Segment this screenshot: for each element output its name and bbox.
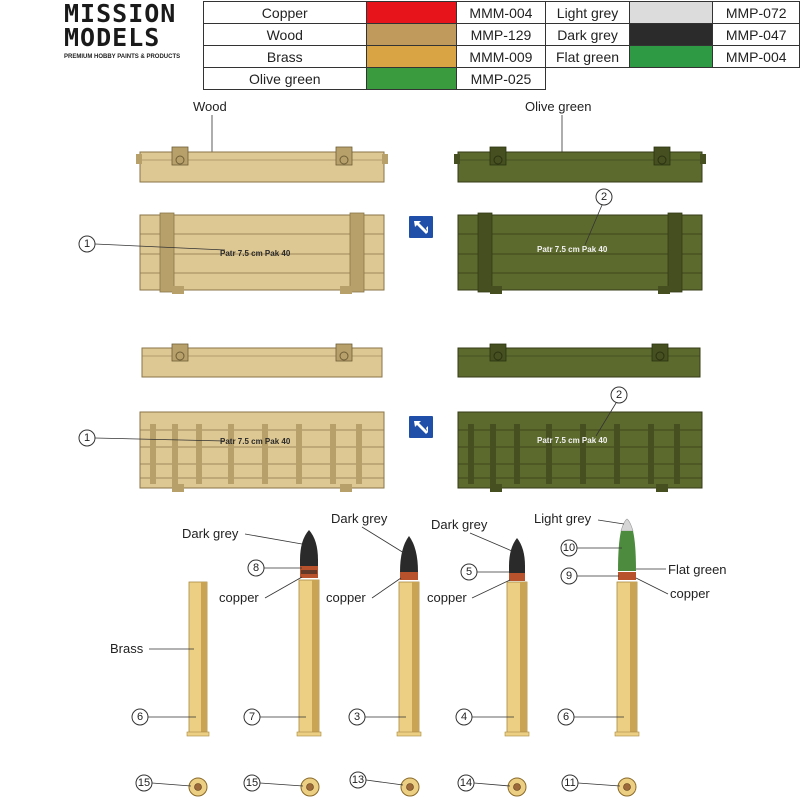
callout-number: 11 (564, 777, 576, 789)
wood-crate-front (140, 213, 384, 294)
legend-code: MMP-129 (457, 24, 546, 46)
legend-name: Brass (204, 46, 367, 68)
light-grey-label: Light grey (534, 511, 592, 526)
round-1 (297, 530, 321, 736)
wood-crate-back (140, 412, 384, 492)
flat-green-label: Flat green (668, 562, 727, 577)
legend-name: Flat green (545, 46, 630, 68)
legend-name: Wood (204, 24, 367, 46)
copper-label: copper (326, 590, 366, 605)
round-3 (505, 538, 529, 736)
legend-code: MMP-072 (713, 2, 800, 24)
stencil-text: Patr 7.5 cm Pak 40 (220, 437, 291, 446)
legend-name: Copper (204, 2, 367, 24)
wood-crate-top-view (136, 147, 388, 182)
callout-number: 8 (252, 562, 260, 574)
dark-grey-label: Dark grey (182, 526, 239, 541)
legend-name: Olive green (204, 68, 367, 90)
primer-base-11 (618, 778, 636, 796)
legend-name: Light grey (545, 2, 630, 24)
callout-number: 1 (83, 238, 91, 250)
brass-case (187, 582, 209, 736)
flip-arrow-icon (409, 416, 433, 438)
olive-crate-top-view (458, 344, 700, 377)
legend-code: MMM-009 (457, 46, 546, 68)
copper-label: copper (427, 590, 467, 605)
callout-number: 15 (245, 777, 259, 789)
legend-code: MMP-025 (457, 68, 546, 90)
stencil-text: Patr 7.5 cm Pak 40 (537, 436, 608, 445)
legend-code: MMP-047 (713, 24, 800, 46)
olive-crate-back (458, 412, 702, 492)
callout-number: 2 (615, 389, 623, 401)
olive-crate-top-view (454, 147, 706, 182)
callout-number: 10 (562, 542, 576, 554)
brand-line1: MISSION (64, 0, 177, 28)
brand-tagline: PREMIUM HOBBY PAINTS & PRODUCTS (64, 54, 181, 60)
round-4 (615, 519, 639, 736)
callout-number: 9 (565, 570, 573, 582)
primer-base-13 (401, 778, 419, 796)
dark-grey-label: Dark grey (331, 511, 388, 526)
callout-number: 7 (248, 711, 256, 723)
legend-name: Dark grey (545, 24, 630, 46)
legend-code: MMM-004 (457, 2, 546, 24)
wood-label: Wood (193, 99, 227, 114)
copper-label: copper (670, 586, 710, 601)
dark-grey-label: Dark grey (431, 517, 488, 532)
flip-arrow-icon (409, 216, 433, 238)
primer-base-15b (301, 778, 319, 796)
round-2 (397, 536, 421, 736)
callout-number: 6 (136, 711, 144, 723)
callout-number: 1 (83, 432, 91, 444)
olive-green-label: Olive green (525, 99, 592, 114)
copper-label: copper (219, 590, 259, 605)
legend-code: MMP-004 (713, 46, 800, 68)
primer-base-15 (189, 778, 207, 796)
callout-number: 14 (459, 777, 473, 789)
brass-label: Brass (110, 641, 144, 656)
callout-number: 5 (465, 566, 473, 578)
primer-base-14 (508, 778, 526, 796)
callout-number: 3 (353, 711, 361, 723)
wood-crate-top-view (142, 344, 382, 377)
stencil-text: Patr 7.5 cm Pak 40 (537, 245, 608, 254)
callout-number: 13 (351, 774, 365, 786)
callout-number: 6 (562, 711, 570, 723)
brand-line2: MODELS (64, 23, 161, 52)
olive-crate-front (458, 213, 702, 294)
callout-number: 4 (460, 711, 468, 723)
callout-number: 15 (137, 777, 151, 789)
stencil-text: Patr 7.5 cm Pak 40 (220, 249, 291, 258)
callout-number: 2 (600, 191, 608, 203)
